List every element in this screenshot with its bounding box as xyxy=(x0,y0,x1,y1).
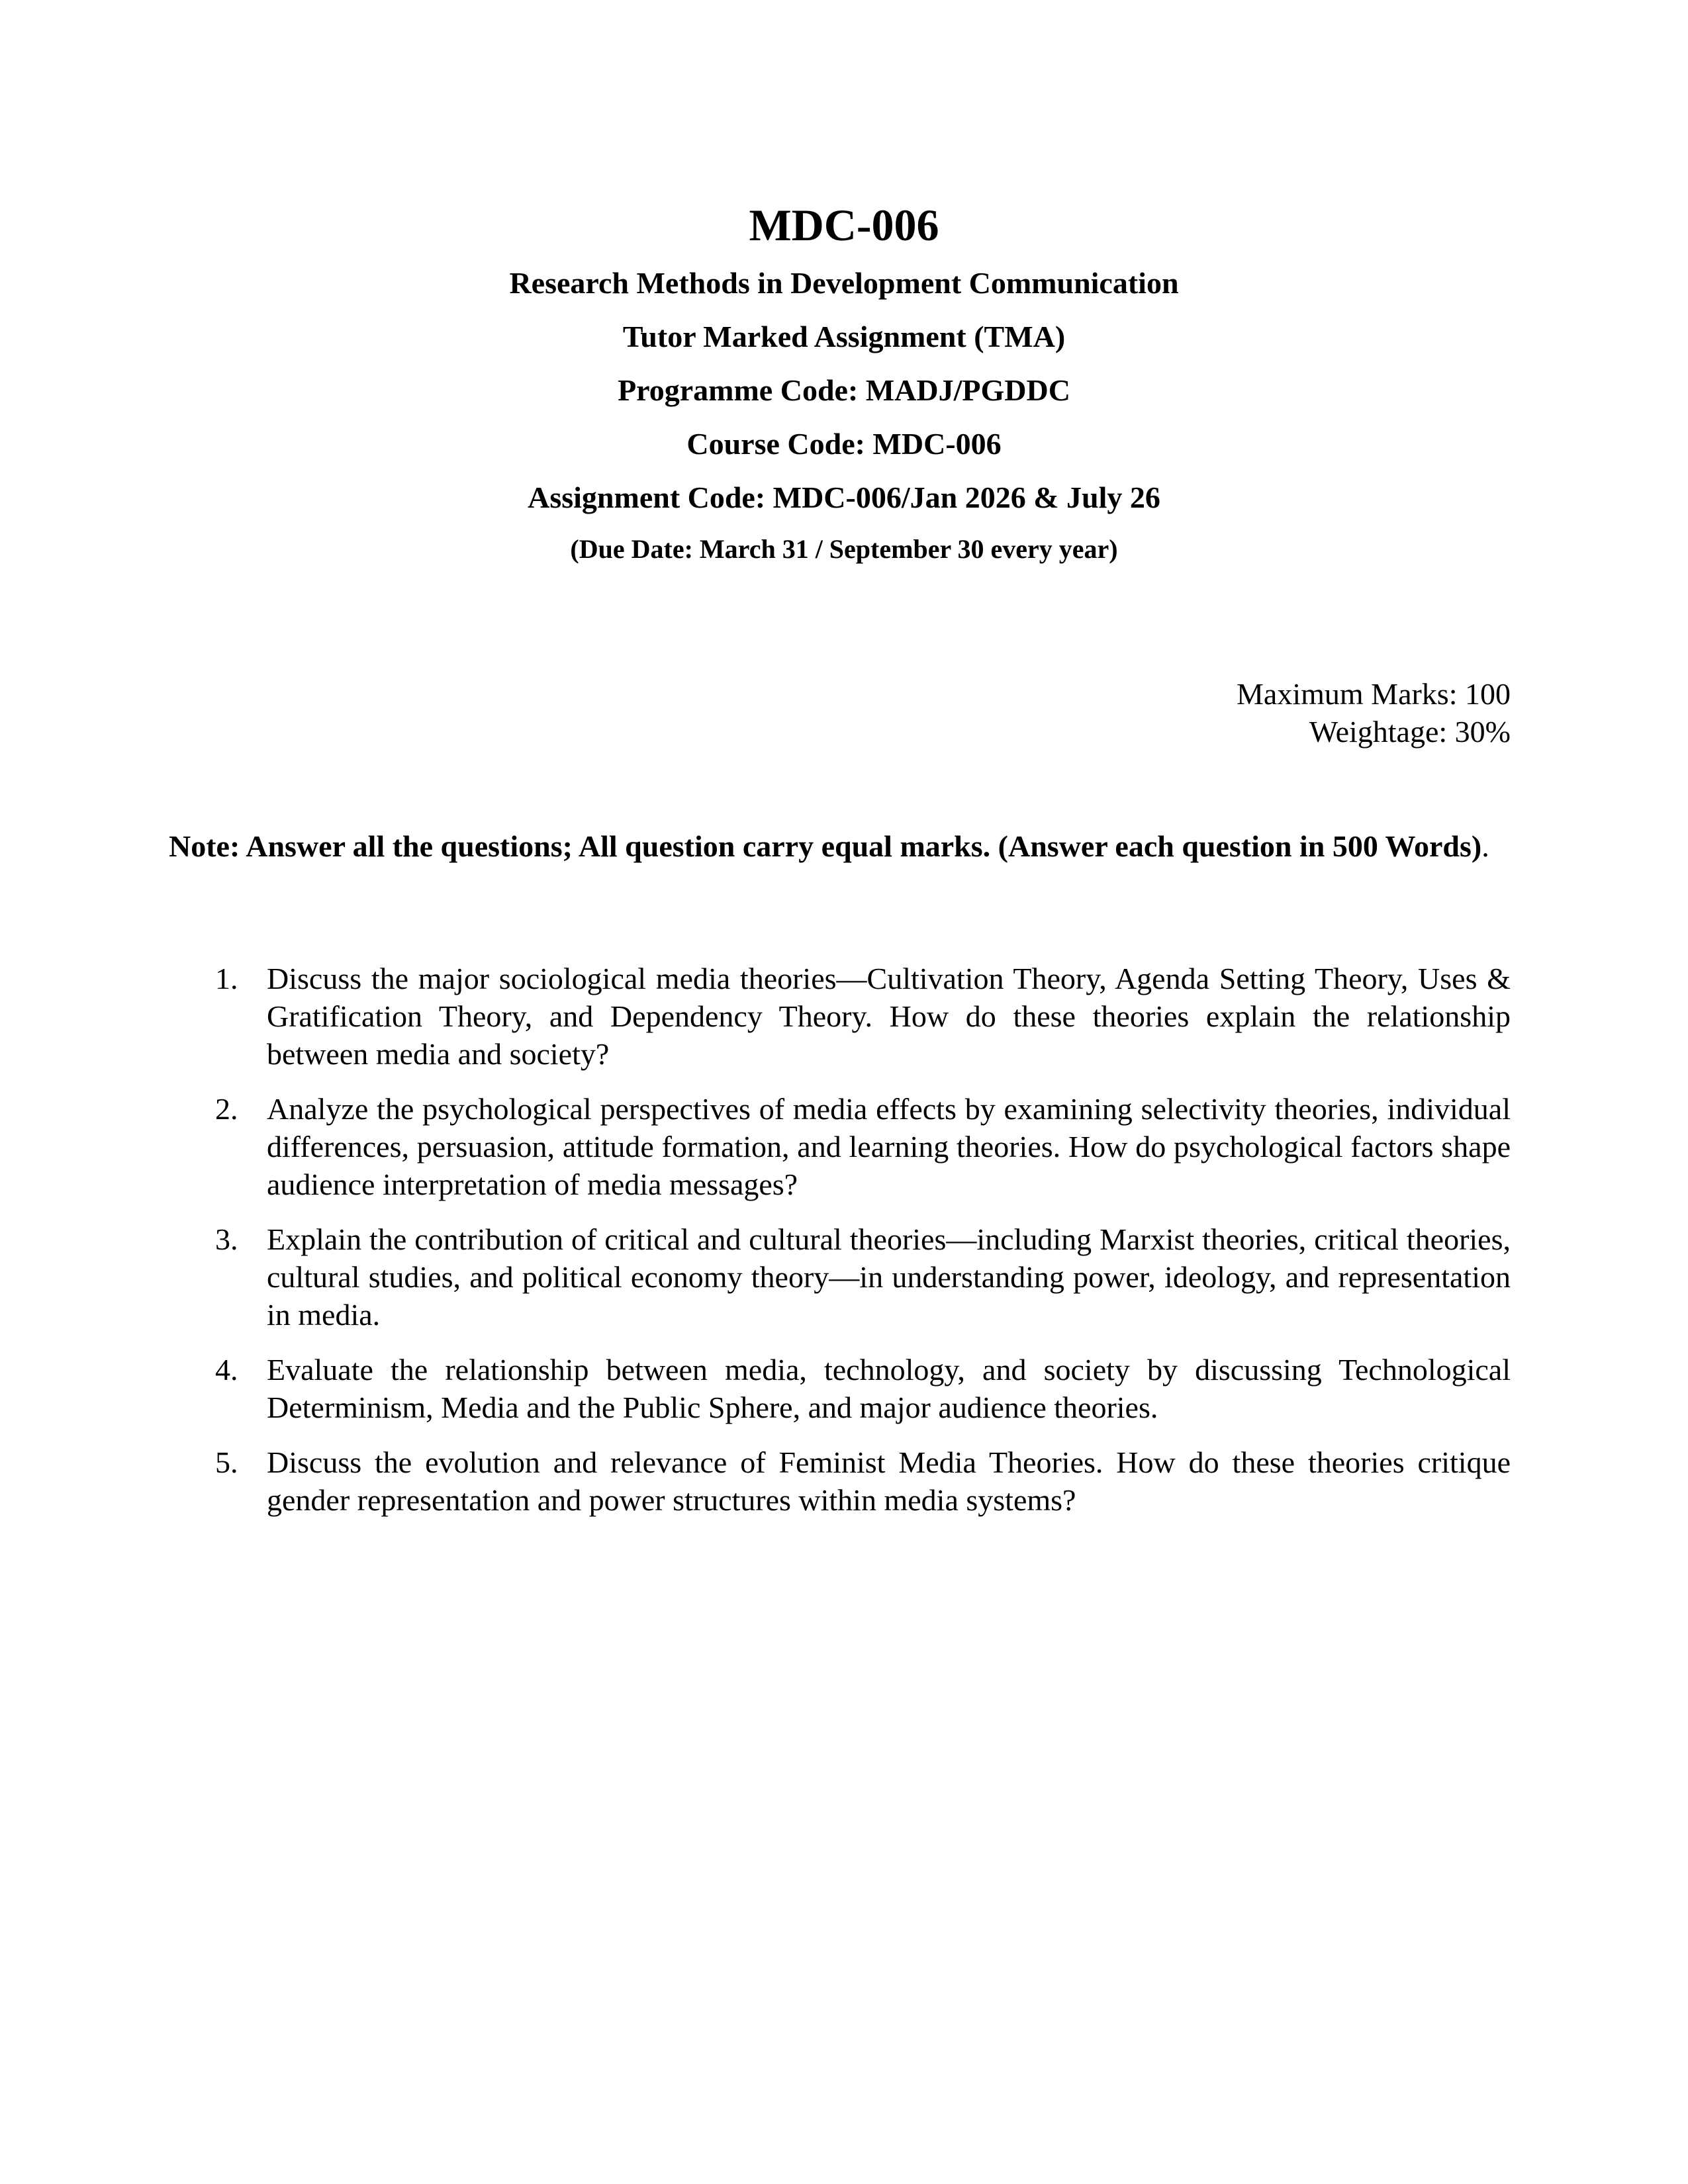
question-text: Discuss the evolution and relevance of Feminist Media Theories. How do these theories critique gender representation and power structures within media systems? xyxy=(267,1445,1511,1517)
assignment-code: Assignment Code: MDC-006/Jan 2026 & July 26 xyxy=(528,480,1160,515)
question-item xyxy=(0,1351,1688,1426)
programme-code: Programme Code: MADJ/PGDDC xyxy=(618,373,1070,407)
question-text: Explain the contribution of critical and cultural theories—including Marxist theories, critical theories, cultural studies, and political economy theory—in understanding power, ideology, and representation in media. xyxy=(267,1222,1511,1332)
document-header xyxy=(0,199,1688,582)
question-text: Evaluate the relationship between media, technology, and society by discussing Technological Determinism, Media and the Public Sphere, and major audience theories. xyxy=(267,1353,1511,1424)
question-item xyxy=(0,1090,1688,1203)
marks-block xyxy=(1237,675,1511,751)
question-number: 5. xyxy=(215,1445,238,1479)
question-number: 2. xyxy=(215,1092,238,1126)
note-period: . xyxy=(1481,829,1489,863)
instructions-note xyxy=(169,827,1519,865)
question-item xyxy=(0,1443,1688,1519)
note-text: Note: Answer all the questions; All question carry equal marks. (Answer each question in 500 Words) xyxy=(169,829,1482,863)
course-code: Course Code: MDC-006 xyxy=(686,427,1002,461)
assignment-type: Tutor Marked Assignment (TMA) xyxy=(622,319,1066,353)
document-title: MDC-006 xyxy=(749,200,939,250)
question-text: Discuss the major sociological media theories—Cultivation Theory, Agenda Setting Theory, Uses & Gratification Theory, and Dependency Theory. How do these theories explain the relationship between media and society? xyxy=(267,962,1511,1071)
question-list xyxy=(0,960,1688,1536)
due-date: (Due Date: March 31 / September 30 every year) xyxy=(570,533,1118,564)
maximum-marks: Maximum Marks: 100 xyxy=(1237,677,1511,711)
question-number: 4. xyxy=(215,1353,238,1387)
question-item xyxy=(0,960,1688,1073)
question-number: 1. xyxy=(215,962,238,995)
question-text: Analyze the psychological perspectives of media effects by examining selectivity theories, individual differences, persuasion, attitude formation, and learning theories. How do psychological factors shape audience interpretation of media messages? xyxy=(267,1092,1511,1201)
question-item xyxy=(0,1220,1688,1334)
question-number: 3. xyxy=(215,1222,238,1256)
course-name: Research Methods in Development Communication xyxy=(509,265,1179,300)
weightage: Weightage: 30% xyxy=(1309,715,1511,749)
